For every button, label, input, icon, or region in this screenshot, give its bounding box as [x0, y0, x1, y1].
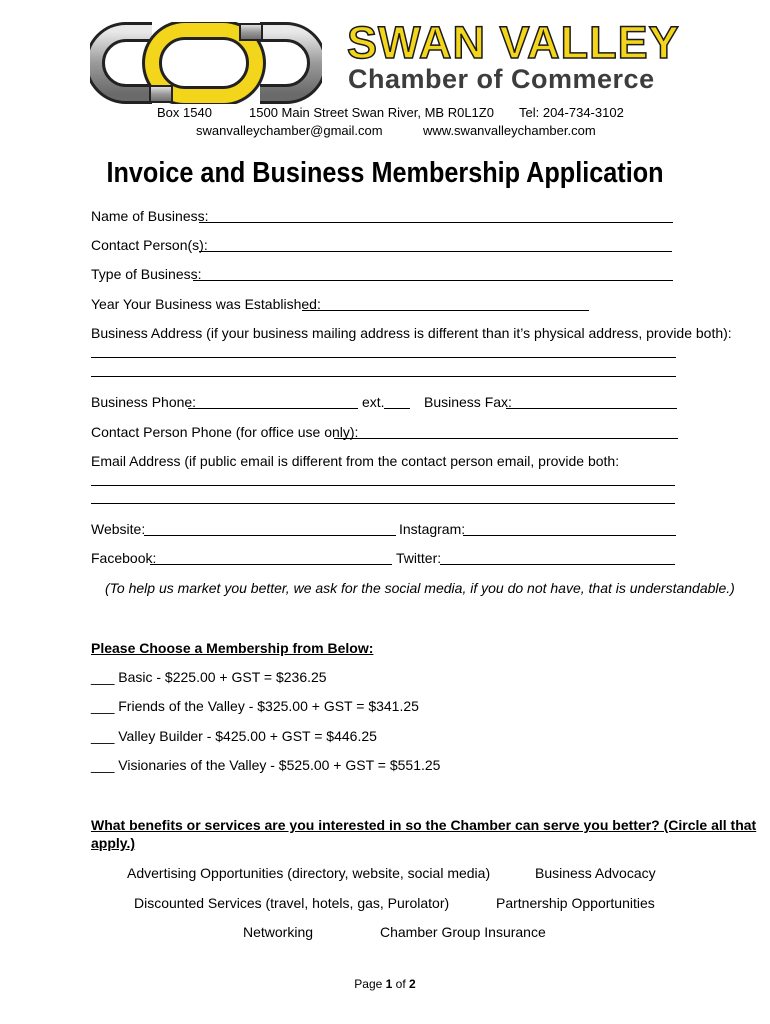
email-address-field-2[interactable]: [91, 503, 675, 504]
brand-name: SWAN VALLEY: [347, 17, 680, 68]
page-title: Invoice and Business Membership Application: [106, 157, 664, 189]
email-contact: swanvalleychamber@gmail.com: [196, 123, 383, 138]
page-current: 1: [385, 977, 393, 991]
benefit-partnership[interactable]: Partnership Opportunities: [496, 895, 655, 911]
membership-option-builder[interactable]: ___ Valley Builder - $425.00 + GST = $446.25: [91, 728, 377, 744]
membership-option-visionaries[interactable]: ___ Visionaries of the Valley - $525.00 + GST = $551.25: [91, 757, 441, 773]
year-established-label: Year Your Business was Established:: [91, 296, 321, 312]
ext-label: ext.: [362, 394, 385, 410]
chain-links-logo-icon: [90, 22, 322, 104]
instagram-field[interactable]: [463, 535, 676, 536]
contact-phone-label: Contact Person Phone (for office use only):: [91, 424, 359, 440]
twitter-label: Twitter:: [396, 550, 442, 566]
contact-phone-field[interactable]: [334, 438, 678, 439]
website-label: Website:: [91, 521, 146, 537]
facebook-label: Facebook:: [91, 550, 157, 566]
benefit-advertising[interactable]: Advertising Opportunities (directory, website, social media): [127, 865, 491, 881]
benefits-heading-line-1: What benefits or services are you interested in so the Chamber can serve you better? (Circle all that: [91, 817, 757, 833]
name-of-business-field[interactable]: [199, 222, 673, 223]
business-phone-label: Business Phone:: [91, 394, 197, 410]
name-of-business-label: Name of Business:: [91, 208, 209, 224]
benefit-advocacy[interactable]: Business Advocacy: [535, 865, 656, 881]
business-address-label: Business Address (if your business mailing address is different than it’s physical address, provide both):: [91, 325, 732, 341]
contact-persons-field[interactable]: [199, 251, 672, 252]
business-phone-field[interactable]: [188, 408, 358, 409]
facebook-field[interactable]: [150, 564, 392, 565]
website-contact: www.swanvalleychamber.com: [423, 123, 596, 138]
business-address-field-1[interactable]: [91, 357, 676, 358]
page-prefix: Page: [354, 977, 383, 991]
type-of-business-field[interactable]: [193, 280, 673, 281]
membership-heading: Please Choose a Membership from Below:: [91, 640, 374, 656]
contact-persons-label: Contact Person(s):: [91, 237, 208, 253]
membership-option-basic[interactable]: ___ Basic - $225.00 + GST = $236.25: [91, 669, 327, 685]
box-number: Box 1540: [157, 105, 212, 120]
website-field[interactable]: [144, 535, 396, 536]
business-fax-label: Business Fax:: [424, 394, 512, 410]
email-address-label: Email Address (if public email is different from the contact person email, provide both:: [91, 453, 620, 469]
social-media-note: (To help us market you better, we ask for the social media, if you do not have, that is understandable.): [105, 580, 735, 596]
ext-field[interactable]: [384, 408, 410, 409]
year-established-field[interactable]: [302, 310, 589, 311]
page-total: 2: [409, 977, 416, 991]
benefits-heading-line-2: apply.): [91, 835, 136, 851]
page-number: [0, 977, 770, 991]
membership-option-friends[interactable]: ___ Friends of the Valley - $325.00 + GST = $341.25: [91, 698, 419, 714]
street-address: 1500 Main Street Swan River, MB R0L1Z0: [249, 105, 494, 120]
instagram-label: Instagram:: [399, 521, 466, 537]
benefit-networking[interactable]: Networking: [243, 924, 314, 940]
benefit-discounted-services[interactable]: Discounted Services (travel, hotels, gas, Purolator): [134, 895, 450, 911]
brand-subtitle: Chamber of Commerce: [348, 64, 655, 94]
business-address-field-2[interactable]: [91, 376, 676, 377]
benefit-group-insurance[interactable]: Chamber Group Insurance: [380, 924, 546, 940]
type-of-business-label: Type of Business:: [91, 266, 202, 282]
email-address-field-1[interactable]: [91, 485, 675, 486]
twitter-field[interactable]: [440, 564, 675, 565]
business-fax-field[interactable]: [506, 408, 677, 409]
page-of: of: [395, 977, 406, 991]
telephone: Tel: 204-734-3102: [519, 105, 624, 120]
